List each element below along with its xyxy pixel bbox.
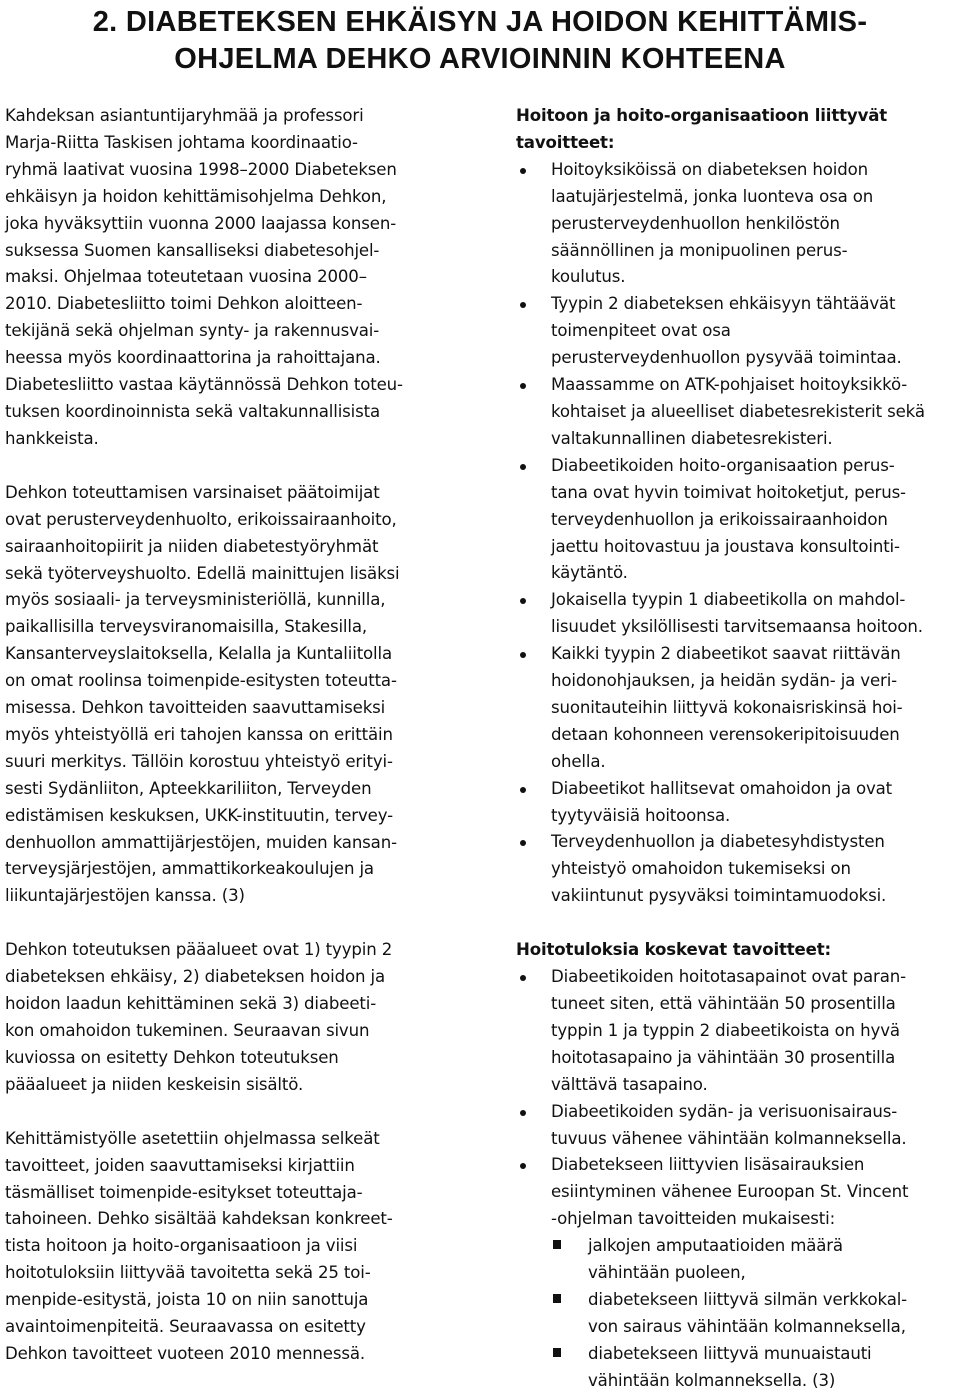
list-item (516, 776, 956, 830)
list-item (516, 964, 956, 1099)
text-line: jalkojen amputaatioiden määrä (588, 1236, 843, 1256)
text-line: tuvuus vähenee vähintään kolmanneksella. (551, 1128, 907, 1148)
text-line: paikallisilla terveysviranomaisilla, Stakesilla, (5, 617, 367, 637)
sublist-item (516, 1233, 956, 1287)
organisation-goals-list (516, 157, 956, 910)
bullet-icon (520, 383, 526, 389)
text-line: liikuntajärjestöjen kanssa. (3) (5, 886, 245, 906)
text-line: -ohjelman tavoitteiden mukaisesti: (551, 1209, 836, 1229)
text-line: Diabetekseen liittyvien lisäsairauksien (551, 1155, 865, 1175)
text-line: suksessa Suomen kansalliseksi diabetesohjel- (5, 240, 380, 260)
title-line-1: 2. DIABETEKSEN EHKÄISYN JA HOIDON KEHITTÄMIS- (92, 6, 868, 38)
text-line: Dehkon toteutuksen pääalueet ovat 1) tyypin 2 (5, 940, 393, 960)
outcome-goals-list (516, 964, 956, 1233)
text-line: hoitotuloksiin liittyvää tavoitetta sekä 25 toi- (5, 1263, 371, 1283)
sublist-item (516, 1341, 956, 1395)
text-line: myös yhteistyöllä eri tahojen kanssa on erittäin (5, 724, 393, 744)
text-line: terveysjärjestöjen, ammattikorkeakoulujen ja (5, 859, 374, 879)
paragraph-main-areas (5, 937, 445, 1098)
text-line: pääalueet ja niiden keskeisin sisältö. (5, 1074, 304, 1094)
bullet-icon (520, 975, 526, 981)
list-item (516, 641, 956, 776)
text-line: typpin 1 ja typpin 2 diabeetikoista on hyvä (551, 1020, 900, 1040)
text-line: Dehkon tavoitteet vuoteen 2010 mennessä. (5, 1343, 365, 1363)
text-line: Marja-Riitta Taskisen johtama koordinaatio- (5, 132, 358, 152)
list-item (516, 1152, 956, 1233)
text-line: sairaanhoitopiirit ja niiden diabetestyöryhmät (5, 536, 379, 556)
bullet-icon (520, 464, 526, 470)
text-line: denhuollon ammattijärjestöjen, muiden kansan- (5, 832, 397, 852)
text-line: säännöllinen ja monipuolinen perus- (551, 240, 848, 260)
bullet-icon (520, 598, 526, 604)
text-line: välttävä tasapaino. (551, 1074, 708, 1094)
page-title (0, 4, 960, 78)
text-line: edistämisen keskuksen, UKK-instituutin, tervey- (5, 805, 393, 825)
left-column (5, 103, 445, 1395)
list-item (516, 372, 956, 453)
text-line: ohella. (551, 751, 606, 771)
text-line: Kaikki tyypin 2 diabeetikot saavat riittävän (551, 644, 901, 664)
text-line: heessa myös koordinaattorina ja rahoittajana. (5, 348, 381, 368)
text-line: jaettu hoitovastuu ja joustava konsultointi- (551, 536, 900, 556)
text-line: valtakunnallinen diabetesrekisteri. (551, 428, 833, 448)
text-line: Tyypin 2 diabeteksen ehkäisyyn tähtäävät (551, 294, 896, 314)
text-line: Kehittämistyölle asetettiin ohjelmassa selkeät (5, 1128, 380, 1148)
text-line: yhteistyö omahoidon tukemiseksi on (551, 859, 851, 879)
text-line: tuksen koordinoinnista sekä valtakunnallisista (5, 401, 381, 421)
text-line: hoidon laadun kehittäminen sekä 3) diabeeti- (5, 994, 377, 1014)
text-line: Diabeetikoiden hoito-organisaation perus- (551, 455, 895, 475)
list-item (516, 453, 956, 588)
text-line: detaan kohonneen verensokeripitoisuuden (551, 724, 900, 744)
text-line: Diabeetikoiden sydän- ja verisuonisairaus- (551, 1101, 898, 1121)
list-item (516, 157, 956, 292)
square-bullet-icon (553, 1348, 561, 1357)
text-line: Terveydenhuollon ja diabetesyhdistysten (551, 832, 885, 852)
text-line: tuneet siten, että vähintään 50 prosentilla (551, 994, 896, 1013)
text-line: joka hyväksyttiin vuonna 2000 laajassa konsen- (5, 213, 397, 233)
text-line: sesti Sydänliiton, Apteekkariliiton, Terveyden (5, 778, 372, 798)
st-vincent-sublist (516, 1233, 956, 1394)
text-line: täsmälliset toimenpide-esitykset toteuttaja- (5, 1182, 363, 1202)
text-line: tyytyväisiä hoitoonsa. (551, 805, 731, 825)
text-line: kon omahoidon tukeminen. Seuraavan sivun (5, 1021, 370, 1040)
bullet-icon (520, 787, 526, 793)
text-line: on omat roolinsa toimenpide-esitysten toteutta- (5, 671, 397, 691)
paragraph-objectives (5, 1126, 445, 1368)
text-line: kohtaiset ja alueelliset diabetesrekisterit sekä (551, 401, 925, 421)
text-line: ryhmä laativat vuosina 1998–2000 Diabeteksen (5, 159, 397, 179)
square-bullet-icon (553, 1240, 561, 1249)
text-line: hoidonohjauksen, ja heidän sydän- ja veri- (551, 671, 898, 691)
text-line: von sairaus vähintään kolmanneksella, (588, 1316, 906, 1336)
paragraph-intro (5, 103, 445, 453)
text-line: suonitauteihin liittyvä kokonaisriskinsä hoi- (551, 697, 903, 717)
text-line: Diabeetikot hallitsevat omahoidon ja ovat (551, 778, 893, 798)
text-line: misessa. Dehkon tavoitteiden saavuttamiseksi (5, 698, 386, 718)
text-line: esiintyminen vähenee Euroopan St. Vincent (551, 1182, 909, 1202)
text-line: suuri merkitys. Tällöin korostuu yhteistyö erityi- (5, 751, 393, 771)
text-line: avaintoimenpiteitä. Seuraavassa on esitetty (5, 1317, 366, 1337)
list-item (516, 829, 956, 910)
text-line: tahoineen. Dehko sisältää kahdeksan konkreet- (5, 1209, 393, 1229)
text-line: tavoitteet: (516, 132, 615, 152)
text-line: Dehkon toteuttamisen varsinaiset päätoimijat (5, 482, 380, 502)
list-item (516, 587, 956, 641)
bullet-icon (520, 652, 526, 658)
bullet-icon (520, 1163, 526, 1169)
text-line: Diabetesliitto vastaa käytännössä Dehkon toteu- (5, 375, 403, 395)
text-line: terveydenhuollon ja erikoissairaanhoidon (551, 509, 888, 529)
text-line: menpide-esitystä, joista 10 on niin sanottuja (5, 1290, 369, 1310)
text-line: maksi. Ohjelmaa toteutetaan vuosina 2000– (5, 267, 367, 287)
text-line: vakiintunut pysyväksi toimintamuodoksi. (551, 886, 887, 906)
text-line: Jokaisella tyypin 1 diabeetikolla on mahdol- (551, 590, 906, 610)
text-line: myös sosiaali- ja terveysministeriöllä, kunnilla, (5, 590, 386, 610)
text-line: Kahdeksan asiantuntijaryhmää ja professori (5, 106, 364, 125)
text-line: hoitotasapaino ja vähintään 30 prosentilla (551, 1047, 896, 1067)
text-line: perusterveydenhuollon henkilöstön (551, 213, 840, 233)
text-line: vähintään puoleen, (588, 1263, 746, 1283)
text-line: Diabeetikoiden hoitotasapainot ovat paran- (551, 967, 906, 987)
title-line-2: OHJELMA DEHKO ARVIOINNIN KOHTEENA (174, 43, 786, 75)
text-line: Maassamme on ATK-pohjaiset hoitoyksikkö- (551, 375, 908, 395)
bullet-icon (520, 840, 526, 846)
text-line: toimenpiteet ovat osa (551, 321, 731, 341)
text-line: hankkeista. (5, 428, 99, 448)
text-line: kuviossa on esitetty Dehkon toteutuksen (5, 1047, 339, 1067)
text-line: diabetekseen liittyvä silmän verkkokal- (588, 1289, 908, 1309)
text-line: 2010. Diabetesliitto toimi Dehkon aloitteen- (5, 294, 363, 314)
bullet-icon (520, 168, 526, 174)
text-line: tavoitteet, joiden saavuttamiseksi kirjattiin (5, 1155, 355, 1175)
text-line: käytäntö. (551, 563, 628, 583)
text-line: vähintään kolmanneksella. (3) (588, 1370, 836, 1390)
right-column (516, 103, 956, 1395)
text-line: lisuudet yksilöllisesti tarvitsemaansa hoitoon. (551, 617, 923, 637)
text-line: Hoitoyksiköissä on diabeteksen hoidon (551, 159, 868, 179)
text-line: Hoitotuloksia koskevat tavoitteet: (516, 940, 832, 960)
text-line: tana ovat hyvin toimivat hoitoketjut, perus- (551, 482, 906, 502)
square-bullet-icon (553, 1294, 561, 1303)
text-line: Kansanterveyslaitoksella, Kelalla ja Kuntaliitolla (5, 644, 392, 664)
list-item (516, 291, 956, 372)
text-line: perusterveydenhuollon pysyvää toimintaa. (551, 348, 902, 368)
text-line: koulutus. (551, 267, 626, 287)
sublist-item (516, 1287, 956, 1341)
list-item (516, 1099, 956, 1153)
text-line: Hoitoon ja hoito-organisaatioon liittyvät (516, 106, 888, 125)
text-line: laatujärjestelmä, jonka luonteva osa on (551, 186, 874, 206)
text-line: diabetekseen liittyvä munuaistauti (588, 1343, 872, 1363)
text-line: ovat perusterveydenhuolto, erikoissairaanhoito, (5, 509, 397, 529)
text-line: sekä työterveyshuolto. Edellä mainittujen lisäksi (5, 563, 400, 583)
text-line: diabeteksen ehkäisy, 2) diabeteksen hoidon ja (5, 967, 385, 987)
text-line: ehkäisyn ja hoidon kehittämisohjelma Dehkon, (5, 186, 387, 206)
heading-outcome-goals (516, 937, 956, 964)
bullet-icon (520, 1110, 526, 1116)
bullet-icon (520, 302, 526, 308)
heading-organisation-goals (516, 103, 956, 157)
text-line: tekijänä sekä ohjelman synty- ja rakennusvai- (5, 321, 380, 341)
text-line: tista hoitoon ja hoito-organisaatioon ja viisi (5, 1236, 358, 1256)
paragraph-actors (5, 480, 445, 911)
